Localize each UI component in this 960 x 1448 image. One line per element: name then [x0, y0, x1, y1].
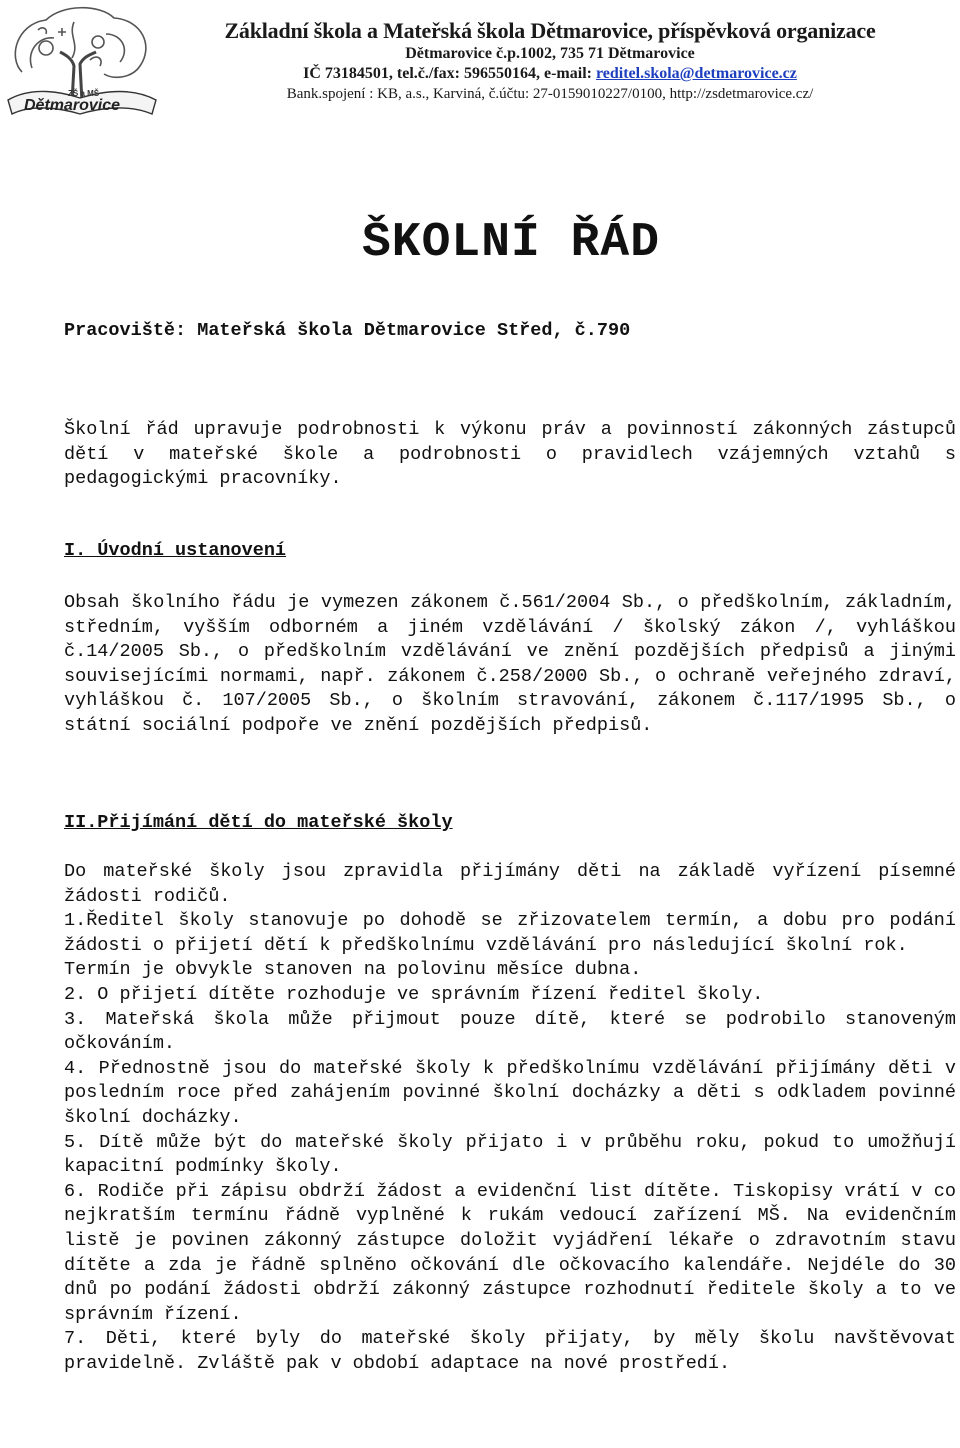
section-1-text: Obsah školního řádu je vymezen zákonem č.561/2004 Sb., o předškolním, základním, středním, vyšším odborném a jiném vzdělávání / školský zákon /, vyhláškou č.14/2005 Sb., o předškolním vzdělávání ve znění pozdějších předpisů a jinými souvisejícími normami, např. zákonem č.258/2000 Sb., o ochraně veřejného zdraví, vyhláškou č. 107/2005 Sb., o školním stravování, zákonem č.117/1995 Sb., o státní sociální podpoře ve znění pozdějších předpisů.	[64, 592, 956, 736]
section-2-heading: II.Přijímání dětí do mateřské školy	[64, 812, 453, 833]
intro-text: Školní řád upravuje podrobnosti k výkonu práv a povinností zákonných zástupců dětí v mateřské škole a podrobnosti o pravidlech vzájemných vztahů s pedagogickými pracovníky.	[64, 419, 956, 490]
logo-top-text: ZŠ a MŠ	[68, 89, 100, 98]
section-1-heading: I. Úvodní ustanovení	[64, 540, 287, 561]
school-name: Základní škola a Mateřská škola Dětmarovice, příspěvková organizace	[224, 18, 876, 43]
document-title: ŠKOLNÍ ŘÁD	[361, 216, 661, 270]
email-link[interactable]: reditel.skola@detmarovice.cz	[595, 65, 797, 82]
section-2-body	[64, 860, 956, 1376]
section-2-item-3: 3. Mateřská škola může přijmout pouze dítě, které se podrobilo stanoveným očkováním.	[64, 1008, 956, 1055]
section-2-item-1-note: Termín je obvykle stanoven na polovinu měsíce dubna.	[64, 959, 642, 981]
section-2-item-2: 2. O přijetí dítěte rozhoduje ve správním řízení ředitel školy.	[64, 983, 764, 1005]
contact-prefix: IČ 73184501, tel.č./fax: 596550164, e-mail:	[303, 65, 596, 82]
section-2-item-6: 6. Rodiče při zápisu obdrží žádost a evidenční list dítěte. Tiskopisy vrátí v co nejkratším termínu řádně vyplněné k rukám vedoucí zařízení MŠ. Na evidenčním listě je povinen zákonný zástupce doložit vyjádření lékaře o zdravotním stavu dítěte a zda je řádně splněno očkování dle očkovacího kalendáře. Nejdéle do 30 dnů po podání žádosti obdrží zákonný zástupce rozhodnutí ředitele školy a to ve správním řízení.	[64, 1180, 956, 1325]
school-contact	[170, 64, 930, 84]
letterhead	[0, 0, 960, 120]
bank-details: Bank.spojení : KB, a.s., Karviná, č.účtu: 27-0159010227/0100, http://zsdetmarovice.cz/	[286, 86, 814, 102]
section-2-item-7: 7. Děti, které byly do mateřské školy přijaty, by měly školu navštěvovat pravidelně. Zvláště pak v období adaptace na nové prostředí.	[64, 1328, 956, 1374]
logo-main-text: Dětmarovice	[24, 97, 121, 114]
letterhead-text	[170, 18, 930, 104]
section-2	[64, 811, 956, 836]
intro-paragraph	[64, 418, 956, 492]
section-2-item-5: 5. Dítě může být do mateřské školy přijato i v průběhu roku, pokud to umožňují kapacitní podmínky školy.	[64, 1131, 956, 1178]
section-1-body	[64, 591, 956, 739]
section-2-item-1: 1.Ředitel školy stanovuje po dohodě se zřizovatelem termín, a dobu pro podání žádosti o přijetí dětí k předškolnímu vzdělávání pro následující školní rok.	[64, 910, 956, 956]
section-1	[64, 539, 956, 564]
school-logo	[2, 2, 162, 122]
workplace-line: Pracoviště: Mateřská škola Dětmarovice Střed, č.790	[64, 320, 631, 341]
section-2-item-4: 4. Přednostně jsou do mateřské školy k předškolnímu vzdělávání přijímány děti v posledním roce před zahájením povinné školní docházky a děti s odkladem povinné školní docházky.	[64, 1057, 956, 1128]
school-address: Dětmarovice č.p.1002, 735 71 Dětmarovice	[405, 45, 695, 62]
section-2-intro: Do mateřské školy jsou zpravidla přijímány děti na základě vyřízení písemné žádosti rodičů.	[64, 861, 956, 907]
